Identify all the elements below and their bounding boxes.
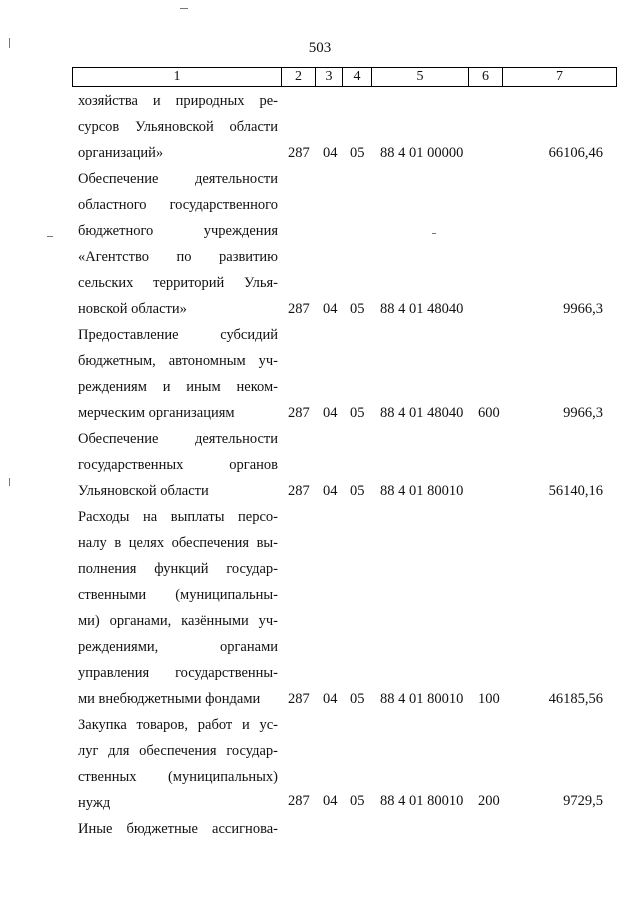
cell-target-article: 88 4 01 80010 <box>380 691 464 707</box>
cell-expense-type: 100 <box>478 691 500 707</box>
desc-line: ственными (муниципальны- <box>78 587 278 603</box>
header-col-2: 2 <box>282 68 316 86</box>
cell-amount: 56140,16 <box>548 483 603 499</box>
header-col-3: 3 <box>316 68 343 86</box>
page-number: 503 <box>308 40 332 56</box>
desc-line: мерческим организациям <box>78 405 235 421</box>
desc-line: луг для обеспечения государ- <box>78 743 278 759</box>
desc-line: организаций» <box>78 145 164 161</box>
desc-line: сельских территорий Улья- <box>78 275 278 291</box>
row-description <box>78 88 278 166</box>
row-description <box>78 166 278 322</box>
cell-subsection: 05 <box>350 793 365 809</box>
row-description <box>78 816 278 842</box>
row-description <box>78 426 278 504</box>
desc-line: реждениями, органами <box>78 639 278 655</box>
cell-section: 04 <box>323 691 338 707</box>
desc-line: Обеспечение деятельности <box>78 431 278 447</box>
desc-line: управления государственны- <box>78 665 278 681</box>
cell-target-article: 88 4 01 80010 <box>380 793 464 809</box>
desc-line: ми) органами, казёнными уч- <box>78 613 278 629</box>
desc-line: сурсов Ульяновской области <box>78 119 278 135</box>
cell-target-article: 88 4 01 00000 <box>380 145 464 161</box>
cell-amount: 9966,3 <box>563 301 603 317</box>
cell-chapter: 287 <box>288 145 310 161</box>
desc-line: новской области» <box>78 301 187 317</box>
header-col-1: 1 <box>73 68 282 86</box>
header-col-7: 7 <box>556 69 563 84</box>
row-description <box>78 712 278 816</box>
cell-chapter: 287 <box>288 405 310 421</box>
desc-line: «Агентство по развитию <box>78 249 278 265</box>
cell-subsection: 05 <box>350 301 365 317</box>
header-col-6: 6 <box>469 68 503 86</box>
cell-section: 04 <box>323 405 338 421</box>
cell-amount: 66106,46 <box>548 145 603 161</box>
cell-amount: 9729,5 <box>563 793 603 809</box>
desc-line: реждениям и иным неком- <box>78 379 278 395</box>
cell-subsection: 05 <box>350 483 365 499</box>
cell-chapter: 287 <box>288 301 310 317</box>
cell-subsection: 05 <box>350 145 365 161</box>
desc-line: областного государственного <box>78 197 278 213</box>
cell-section: 04 <box>323 793 338 809</box>
scan-mark <box>9 478 10 486</box>
cell-expense-type: 200 <box>478 793 500 809</box>
desc-line: бюджетного учреждения <box>78 223 278 239</box>
cell-chapter: 287 <box>288 483 310 499</box>
row-description <box>78 322 278 426</box>
cell-section: 04 <box>323 483 338 499</box>
cell-subsection: 05 <box>350 691 365 707</box>
desc-line: ми внебюджетными фондами <box>78 691 261 707</box>
cell-section: 04 <box>323 145 338 161</box>
cell-target-article: 88 4 01 80010 <box>380 483 464 499</box>
cell-chapter: 287 <box>288 691 310 707</box>
desc-line: Ульяновской области <box>78 483 209 499</box>
cell-amount: 9966,3 <box>563 405 603 421</box>
cell-subsection: 05 <box>350 405 365 421</box>
desc-line: Расходы на выплаты персо- <box>78 509 278 525</box>
row-description <box>78 504 278 712</box>
desc-line: полнения функций государ- <box>78 561 278 577</box>
header-col-4: 4 <box>343 68 372 86</box>
table-header-row <box>72 67 617 87</box>
cell-section: 04 <box>323 301 338 317</box>
cell-amount: 46185,56 <box>548 691 603 707</box>
cell-expense-type: 600 <box>478 405 500 421</box>
scan-mark <box>47 236 53 237</box>
desc-line: налу в целях обеспечения вы- <box>78 535 278 551</box>
desc-line: Предоставление субсидий <box>78 327 278 343</box>
header-col-5: 5 <box>372 68 469 86</box>
desc-line: нужд <box>78 795 111 811</box>
desc-line: Обеспечение деятельности <box>78 171 278 187</box>
desc-line: ственных (муниципальных) <box>78 769 278 785</box>
cell-target-article: 88 4 01 48040 <box>380 301 464 317</box>
scan-mark <box>9 38 10 48</box>
desc-line: государственных органов <box>78 457 278 473</box>
scan-mark <box>180 8 188 9</box>
cell-chapter: 287 <box>288 793 310 809</box>
desc-line: Закупка товаров, работ и ус- <box>78 717 278 733</box>
scan-mark <box>432 233 436 234</box>
desc-line: Иные бюджетные ассигнова- <box>78 821 278 837</box>
desc-line: бюджетным, автономным уч- <box>78 353 278 369</box>
desc-line: хозяйства и природных ре- <box>78 93 278 109</box>
cell-target-article: 88 4 01 48040 <box>380 405 464 421</box>
